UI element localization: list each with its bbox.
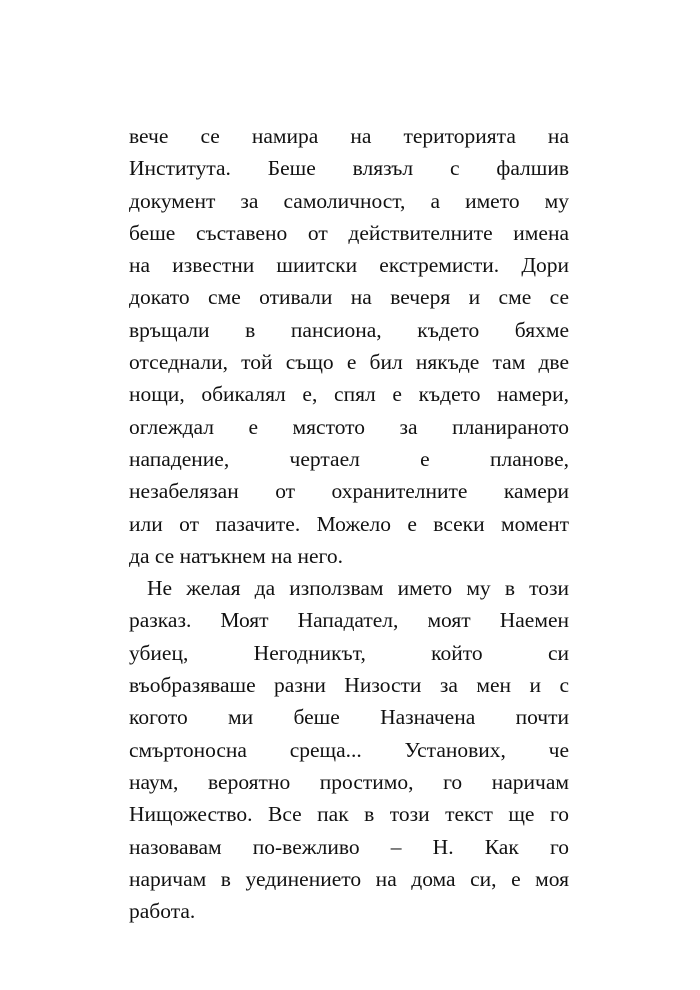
text-line: оглеждал е мястото за планираното <box>129 414 569 439</box>
body-text <box>129 120 569 927</box>
text-line: нападение, чертаел е планове, <box>129 446 569 471</box>
text-line: нощи, обикалял е, спял е където намери, <box>129 382 569 407</box>
text-line: Не желая да използвам името му в този <box>147 576 569 601</box>
text-line: връщали в пансиона, където бяхме <box>129 317 569 342</box>
text-line: убиец, Негодникът, който си <box>129 640 569 665</box>
text-line: вече се намира на територията на <box>129 124 569 148</box>
paragraph-2 <box>129 572 569 927</box>
text-line: беше съставено от действителните имена <box>129 220 569 245</box>
text-line: смъртоносна среща... Установих, че <box>129 737 569 762</box>
text-line: докато сме отивали на вечеря и сме се <box>129 285 569 310</box>
text-line: работа. <box>129 899 196 924</box>
text-line: Института. Беше влязъл с фалшив <box>129 156 569 181</box>
text-line: или от пазачите. Можело е всеки момент <box>129 511 569 536</box>
text-line: Нищожество. Все пак в този текст ще го <box>129 802 569 827</box>
text-line: да се натъкнем на него. <box>129 543 343 568</box>
text-line: на известни шиитски екстремисти. Дори <box>129 253 569 278</box>
text-line: въобразяваше разни Низости за мен и с <box>129 673 569 698</box>
text-line: документ за самоличност, а името му <box>129 188 569 213</box>
text-line: наум, вероятно простимо, го наричам <box>129 769 569 794</box>
text-line: назовавам по-вежливо – Н. Как го <box>129 834 569 859</box>
text-line: наричам в уединението на дома си, е моя <box>129 866 569 891</box>
text-line: отседнали, той също е бил някъде там две <box>129 350 569 375</box>
text-line: незабелязан от охранителните камери <box>129 479 569 504</box>
text-line: разказ. Моят Нападател, моят Наемен <box>129 608 569 633</box>
text-line: когото ми беше Назначена почти <box>129 705 569 730</box>
paragraph-1 <box>129 120 569 572</box>
